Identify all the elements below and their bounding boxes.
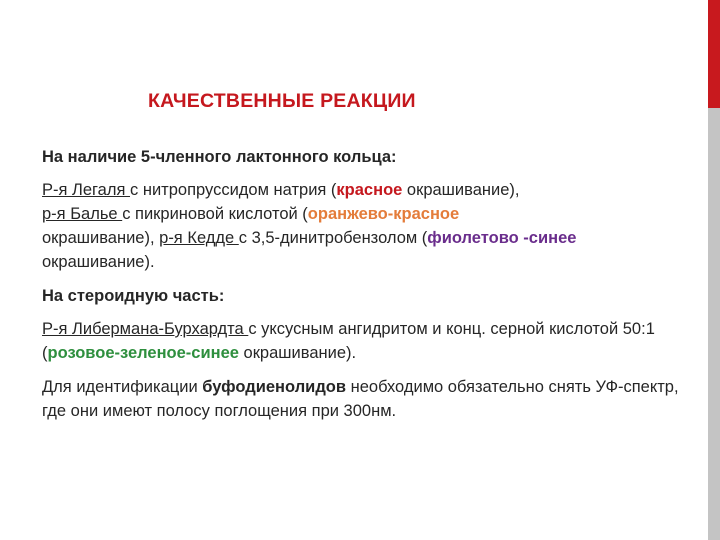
text-segment: окрашивание). (42, 253, 155, 271)
text-segment: Для идентификации (42, 378, 203, 396)
side-accent-red-segment (708, 0, 720, 108)
color-word-violet: фиолетово -синее (427, 229, 577, 247)
slide-title: КАЧЕСТВЕННЫЕ РЕАКЦИИ (148, 90, 416, 112)
text-segment: окрашивание), (42, 229, 160, 247)
text-segment: с 3,5-динитробензолом ( (238, 229, 428, 247)
slide-body (42, 145, 682, 433)
paragraph-lactone-reactions (42, 178, 682, 274)
text-segment: необходимо обязательно снять УФ-спектр, где они имеют полосу поглощения при 300нм. (42, 378, 679, 420)
text-segment: окрашивание). (238, 344, 357, 362)
color-word-green: розовое-зеленое-синее (47, 344, 239, 362)
reaction-liebermann-burchard: Р-я Либермана-Бурхардта (42, 320, 249, 338)
reaction-bale: р-я Балье (42, 205, 123, 223)
heading-steroid-part: На стероидную часть: (42, 287, 225, 305)
paragraph-uv-spectrum (42, 375, 682, 423)
text-segment: с уксусным ангидритом и конц. серной кислотой 50:1 ( (42, 320, 655, 362)
term-bufadienolides: буфодиенолидов (202, 378, 347, 396)
text-segment: с нитропруссидом натрия ( (130, 181, 337, 199)
text-segment: с пикриновой кислотой ( (122, 205, 308, 223)
color-word-orange: оранжево-красное (307, 205, 460, 223)
text-segment: окрашивание), (402, 181, 520, 199)
paragraph-steroid-reaction (42, 317, 682, 365)
reaction-kedde: р-я Кедде (159, 229, 239, 247)
reaction-legal: Р-я Легаля (42, 181, 131, 199)
heading-lactone-ring: На наличие 5-членного лактонного кольца: (42, 148, 397, 166)
side-accent-bar (708, 0, 720, 540)
color-word-red: красное (336, 181, 403, 199)
